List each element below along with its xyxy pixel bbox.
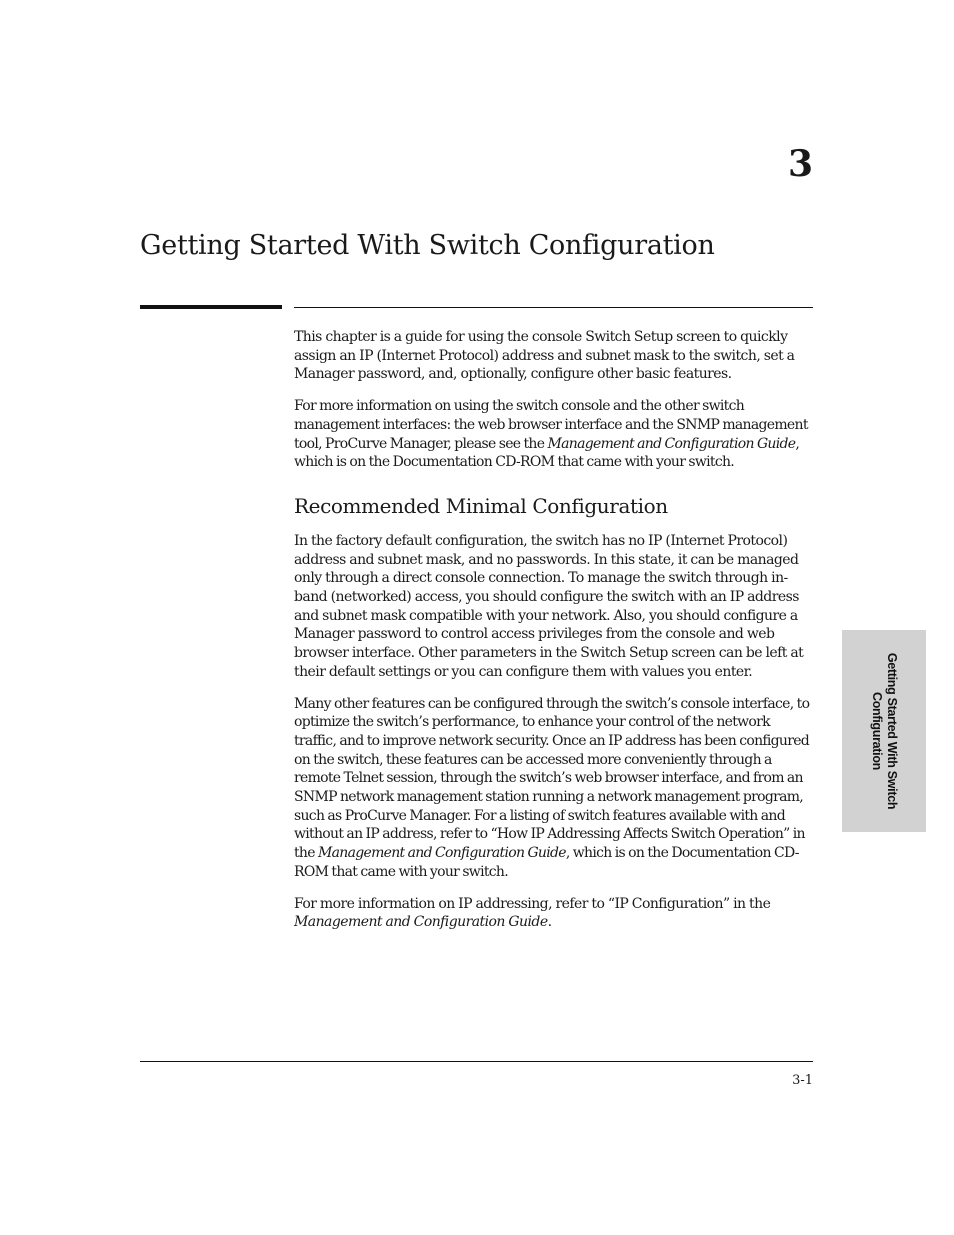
text-run: , which is on the Documentation CD-ROM that came with your switch. xyxy=(294,435,800,471)
guide-title-italic: Management and Configuration Guide xyxy=(317,845,566,862)
text-run: , which is on the Documentation CD-ROM that came with your switch. xyxy=(294,845,799,880)
footer-rule xyxy=(140,1061,813,1062)
side-tab-line-2: Configuration xyxy=(870,691,884,771)
body-text xyxy=(294,328,815,945)
intro-paragraph-reference xyxy=(294,397,815,472)
chapter-side-tab xyxy=(842,630,926,832)
text-run: For more information on using the switch console and the other switch management interfaces: the web browser interface and the SNMP management tool, ProCurve Manager, please see the xyxy=(294,398,808,452)
side-tab-label xyxy=(869,636,899,826)
page-number: 3-1 xyxy=(792,1073,813,1088)
chapter-title: Getting Started With Switch Configuration xyxy=(140,230,715,261)
section-heading: Recommended Minimal Configuration xyxy=(294,493,668,518)
section-paragraph-features xyxy=(294,695,815,882)
section-paragraph-ip xyxy=(294,895,815,932)
guide-title-italic: Management and Configuration Guide xyxy=(547,435,796,452)
side-tab-line-1: Getting Started With Switch xyxy=(885,652,899,810)
chapter-number: 3 xyxy=(787,143,813,185)
text-run: . xyxy=(547,914,552,931)
section-paragraph: In the factory default configuration, the switch has no IP (Internet Protocol) address and subnet mask, and no passwords. In this state, it can be managed only through a direct console connection. To manage the switch through in-band (networked) access, you should configure the switch with an IP address and subnet mask compatible with your network. Also, you should configure a Manager password to control access privileges from the console and web browser interface. Other parameters in the Switch Setup screen can be left at their default settings or you can configure them with values you enter. xyxy=(294,532,804,680)
intro-paragraph: This chapter is a guide for using the console Switch Setup screen to quickly assign an IP (Internet Protocol) address and subnet mask to the switch, set a Manager password, and, optionally, configure other basic features. xyxy=(294,329,795,383)
guide-title-italic: Management and Configuration Guide xyxy=(294,914,548,931)
text-run: Many other features can be configured through the switch’s console interface, to optimize the switch’s performance, to enhance your control of the network traffic, and to improve network security. Once an IP address has been configured on the switch, these features can be accessed more conveniently through a remote Telnet session, through the switch’s web browser interface, and from an SNMP network management station running a network management program, such as ProCurve Manager. For a listing of switch features available with and without an IP address, refer to “How IP Addressing Affects Switch Operation” in the xyxy=(294,695,810,862)
title-rule-thin xyxy=(294,307,813,308)
title-rule-thick xyxy=(140,305,282,309)
text-run: For more information on IP addressing, refer to “IP Configuration” in the xyxy=(294,895,771,912)
